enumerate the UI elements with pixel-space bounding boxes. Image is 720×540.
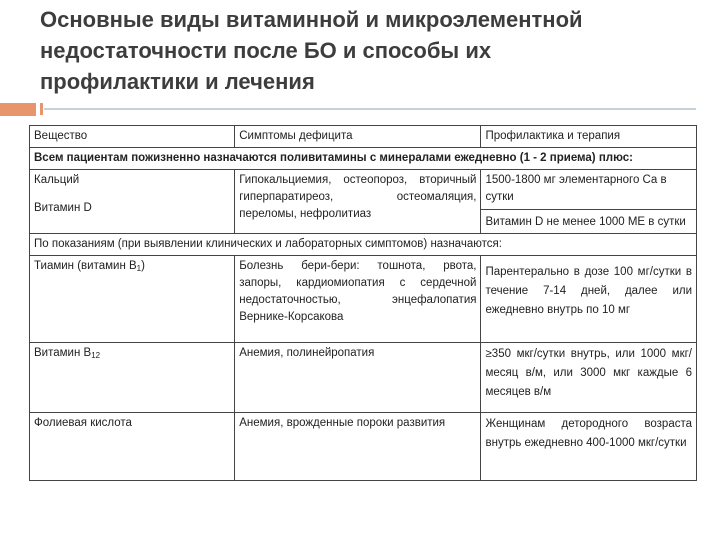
cell-therapy-b12: ≥350 мкг/сутки внутрь, или 1000 мкг/месяц в/м, или 3000 мкг каждые 6 месяцев в/м: [481, 343, 697, 413]
substance-thiamine-end: ): [141, 260, 145, 272]
accent-tick: [40, 103, 43, 115]
cell-substance-calcium: [30, 170, 235, 234]
cell-symptoms-thiamine: Болезнь бери-бери: тошнота, рвота, запоры, кардиомиопатия с сердечной недостаточностью, энцефалопатия Вернике-Корсакова: [235, 256, 481, 343]
title-line-3: профилактики и лечения: [40, 69, 315, 94]
substance-calcium: Кальций: [34, 174, 80, 186]
substance-thiamine: Тиамин (витамин B: [34, 260, 137, 272]
title-divider: [44, 108, 696, 110]
therapy-calcium: 1500-1800 мг элементарного Ca в сутки: [485, 174, 667, 203]
header-therapy: Профилактика и терапия: [481, 126, 697, 148]
cell-therapy-calcium: [481, 170, 697, 234]
table-row-note-all: [30, 148, 697, 170]
substance-vitamin-d: Витамин D: [34, 202, 92, 214]
substance-thiamine-sub: 1: [136, 264, 142, 273]
cell-substance-folic: Фолиевая кислота: [30, 413, 235, 481]
header-symptoms: Симптомы дефицита: [235, 126, 481, 148]
cell-symptoms-b12: Анемия, полинейропатия: [235, 343, 481, 413]
accent-bar: [0, 103, 36, 116]
table-row-folic: [30, 413, 697, 481]
substance-b12-sub: 12: [91, 351, 101, 360]
cell-therapy-folic: Женщинам детородного возраста внутрь ежедневно 400-1000 мкг/сутки: [481, 413, 697, 481]
table-row-thiamine: [30, 256, 697, 343]
note-all-patients: Всем пациентам пожизненно назначаются поливитамины с минералами ежедневно (1 - 2 приема) плюс:: [30, 148, 697, 170]
cell-substance-b12: [30, 343, 235, 413]
substance-b12: Витамин B: [34, 347, 92, 359]
cell-symptoms-calcium: Гипокальциемия, остеопороз, вторичный гиперпаратиреоз, остеомаляция, переломы, нефролитиаз: [235, 170, 481, 234]
table-row-note-indications: [30, 234, 697, 256]
vitamin-deficiency-table: [29, 125, 697, 481]
slide-title: [40, 4, 700, 97]
table-row-b12: [30, 343, 697, 413]
title-line-2: недостаточности после БО и способы их: [40, 38, 492, 63]
cell-therapy-thiamine: Парентерально в дозе 100 мг/сутки в течение 7-14 дней, далее или ежедневно внутрь по 10 мг: [481, 256, 697, 343]
cell-symptoms-folic: Анемия, врожденные пороки развития: [235, 413, 481, 481]
title-line-1: Основные виды витаминной и микроэлементной: [40, 7, 583, 32]
therapy-vitamin-d: Витамин D не менее 1000 МЕ в сутки: [481, 209, 696, 231]
header-substance: Вещество: [30, 126, 235, 148]
table-header-row: [30, 126, 697, 148]
table-row-calcium: [30, 170, 697, 234]
cell-substance-thiamine: [30, 256, 235, 343]
note-indications: По показаниям (при выявлении клинических и лабораторных симптомов) назначаются:: [30, 234, 697, 256]
